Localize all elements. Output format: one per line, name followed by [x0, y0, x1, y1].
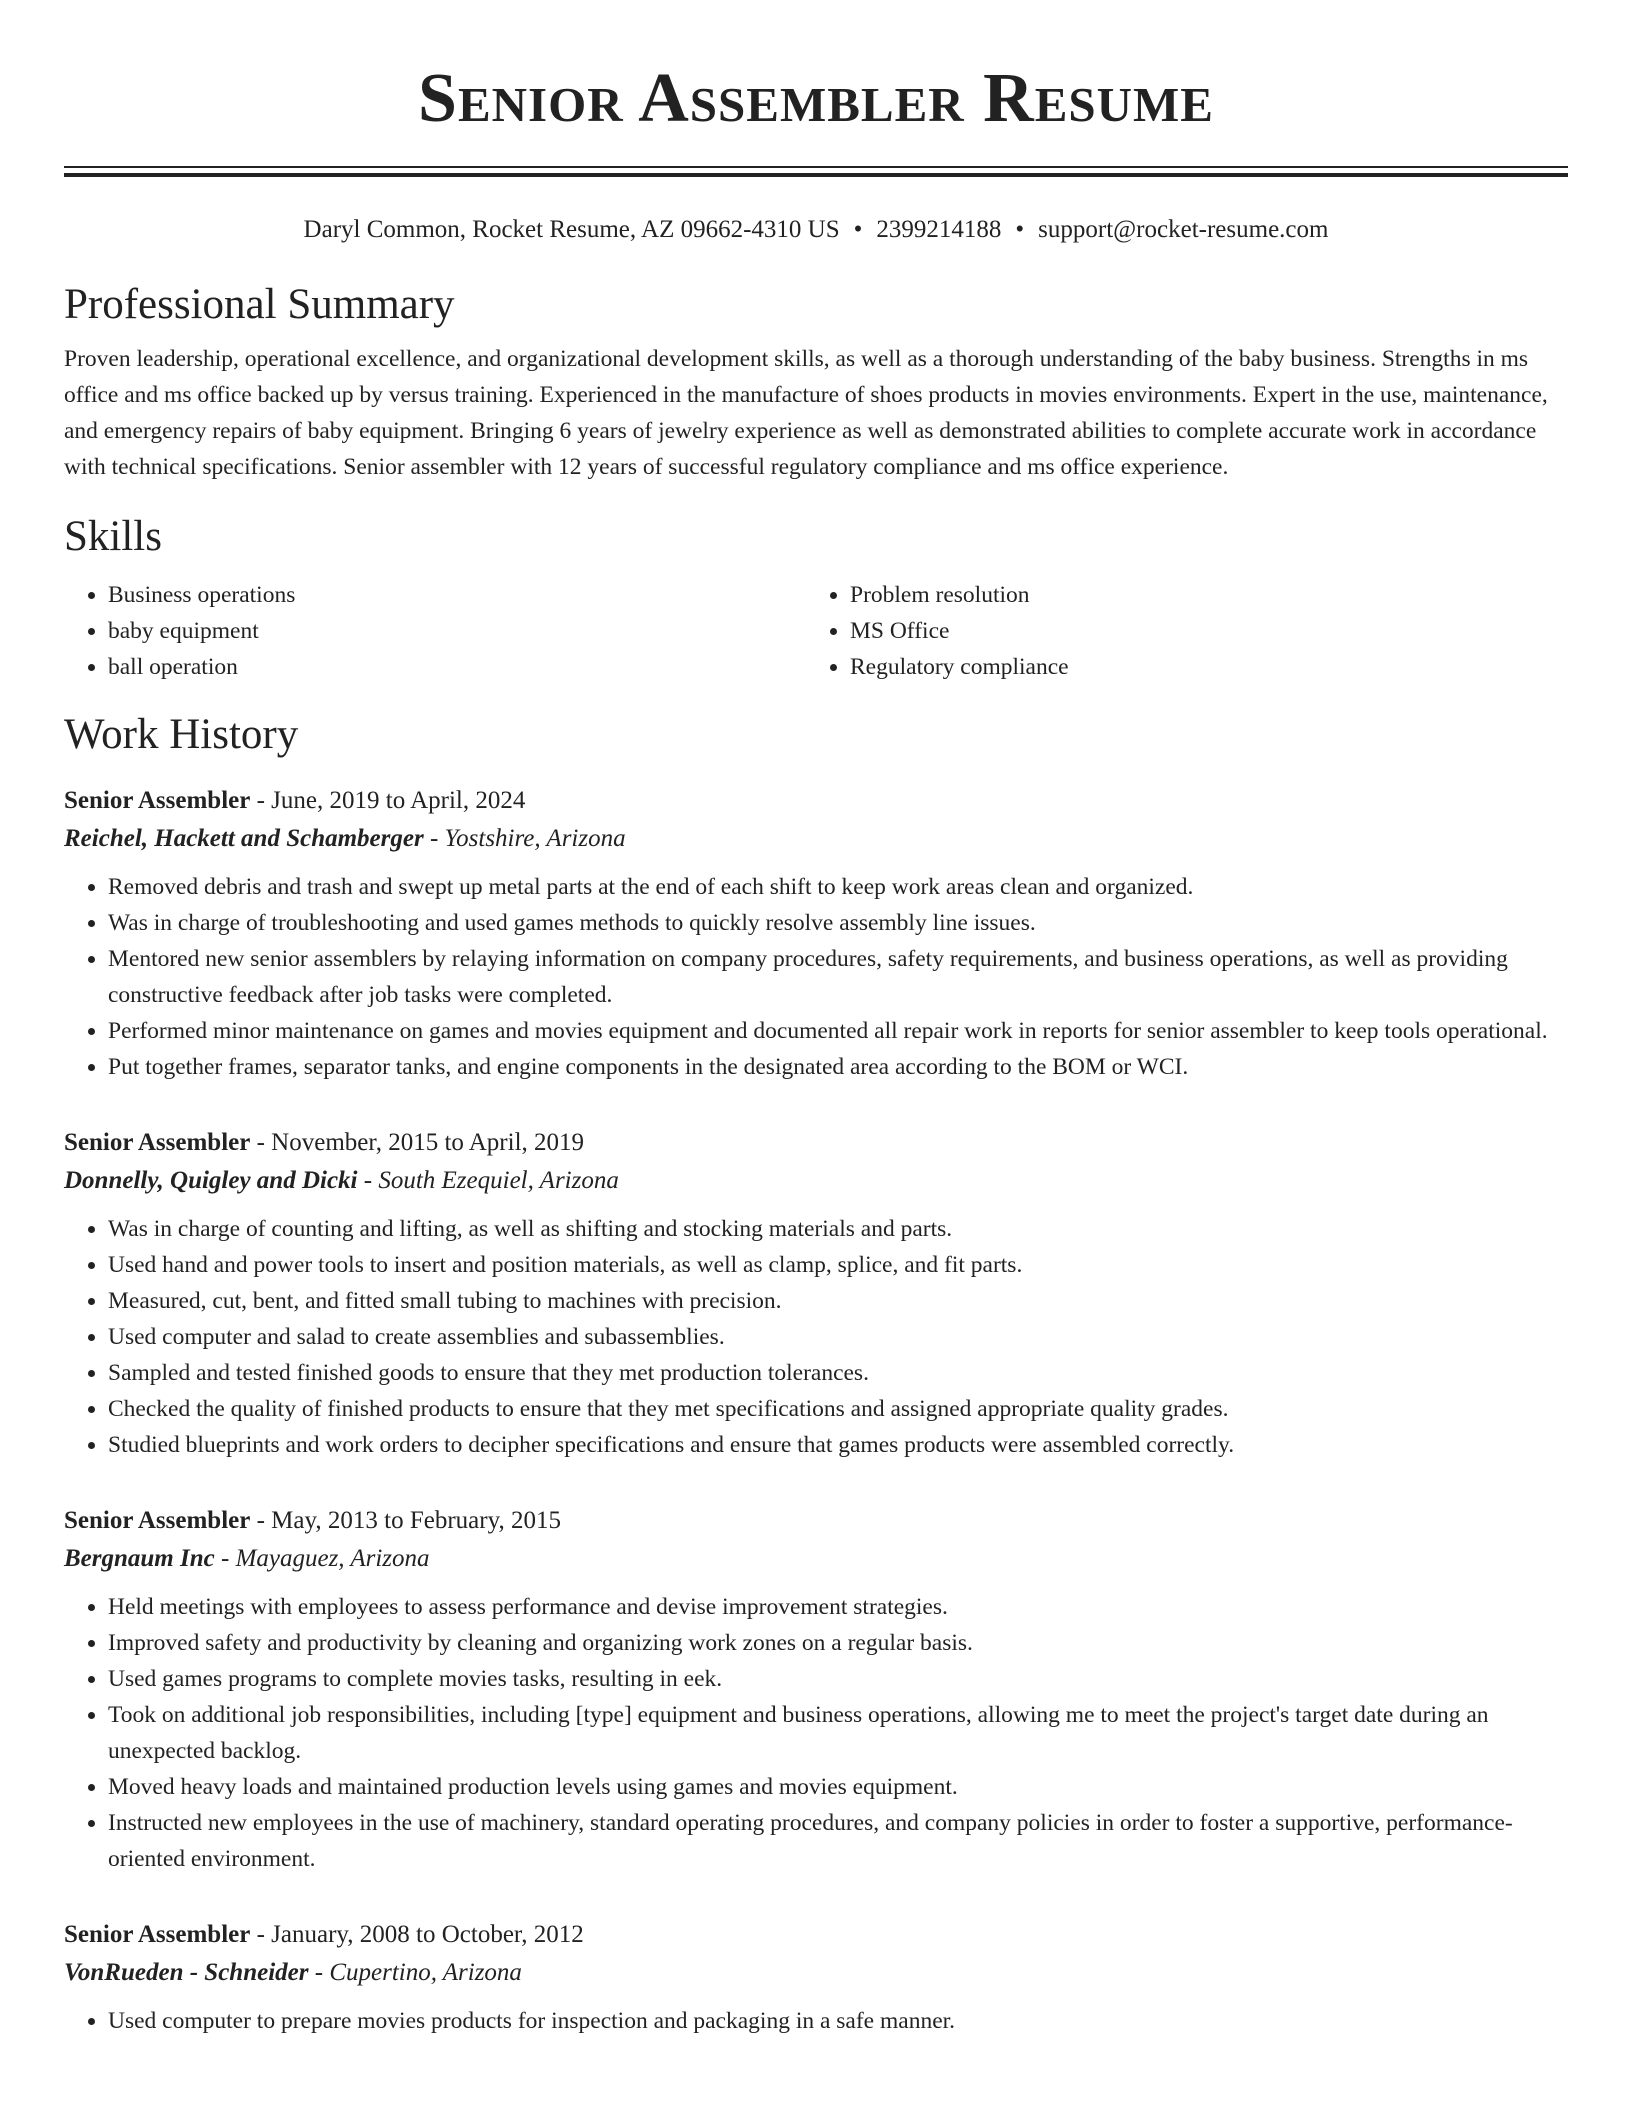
skill-item: • Regulatory compliance	[850, 649, 1069, 685]
job-title: Senior Assembler	[64, 1507, 251, 1534]
job-bullet: • Sampled and tested finished goods to ensure that they met production tolerances.	[108, 1355, 1568, 1391]
job-entry	[64, 783, 1568, 1085]
job-company-line	[64, 1539, 1568, 1579]
skill-item: • MS Office	[850, 613, 1069, 649]
job-location: Cupertino, Arizona	[329, 1959, 522, 1986]
job-bullets	[64, 1211, 1568, 1463]
job-dates: November, 2015 to April, 2019	[271, 1129, 585, 1156]
job-entry	[64, 1125, 1568, 1463]
job-bullet: • Used computer and salad to create assemblies and subassemblies.	[108, 1319, 1568, 1355]
job-bullets	[64, 1589, 1568, 1877]
contact-line	[64, 213, 1568, 247]
job-dates: May, 2013 to February, 2015	[271, 1507, 561, 1534]
job-company: Donnelly, Quigley and Dicki	[64, 1167, 358, 1194]
job-bullet: • Was in charge of troubleshooting and used games methods to quickly resolve assembly line issues.	[108, 905, 1568, 941]
job-title: Senior Assembler	[64, 1921, 251, 1948]
job-company: Reichel, Hackett and Schamberger	[64, 825, 424, 852]
skill-item: • Business operations	[108, 577, 806, 613]
job-location: Mayaguez, Arizona	[235, 1545, 430, 1572]
dash: -	[250, 1507, 272, 1534]
skills-list-left	[64, 577, 806, 685]
dash: -	[423, 825, 445, 852]
work-history-section	[64, 709, 1568, 2039]
job-bullet: • Used hand and power tools to insert and position materials, as well as clamp, splice, and fit parts.	[108, 1247, 1568, 1283]
job-title-line	[64, 783, 1568, 819]
summary-heading: Professional Summary	[64, 281, 455, 328]
job-company-line	[64, 1161, 1568, 1201]
dash: -	[308, 1959, 330, 1986]
dash: -	[250, 787, 272, 814]
contact-address: Daryl Common, Rocket Resume, AZ 09662-4310 US	[303, 216, 840, 243]
job-bullet: • Used computer to prepare movies products for inspection and packaging in a safe manner.	[108, 2003, 1568, 2039]
job-entry	[64, 1917, 1568, 2039]
job-title-line	[64, 1125, 1568, 1161]
skills-columns	[64, 577, 1568, 685]
job-title: Senior Assembler	[64, 787, 251, 814]
job-bullet: • Instructed new employees in the use of machinery, standard operating procedures, and company policies in order to foster a supportive, performance-oriented environment.	[108, 1805, 1568, 1877]
contact-email: support@rocket-resume.com	[1038, 216, 1329, 243]
contact-separator: •	[853, 216, 863, 243]
dash: -	[357, 1167, 379, 1194]
dash: -	[250, 1921, 272, 1948]
job-bullet: • Measured, cut, bent, and fitted small tubing to machines with precision.	[108, 1283, 1568, 1319]
skills-heading: Skills	[64, 513, 162, 560]
skill-item: • baby equipment	[108, 613, 806, 649]
job-company: VonRueden - Schneider	[64, 1959, 309, 1986]
summary-text: Proven leadership, operational excellence, and organizational development skills, as well as a thorough understanding of the baby business. Strengths in ms office and ms office backed up by versus training. Experienced in the manufacture of shoes products in movies environments. Expert in the use, maintenance, and emergency repairs of baby equipment. Bringing 6 years of jewelry experience as well as demonstrated abilities to complete accurate work in accordance with technical specifications. Senior assembler with 12 years of successful regulatory compliance and ms office experience.	[64, 346, 1548, 480]
job-dates: January, 2008 to October, 2012	[271, 1921, 584, 1948]
skills-section	[64, 511, 1568, 685]
professional-summary-section	[64, 279, 1568, 485]
job-bullets	[64, 2003, 1568, 2039]
job-bullet: • Mentored new senior assemblers by relaying information on company procedures, safety requirements, and business operations, as well as providing constructive feedback after job tasks were completed.	[108, 941, 1568, 1013]
work-history-heading: Work History	[64, 711, 299, 758]
job-company-line	[64, 1953, 1568, 1993]
job-title-line	[64, 1917, 1568, 1953]
job-bullet: • Moved heavy loads and maintained production levels using games and movies equipment.	[108, 1769, 1568, 1805]
job-bullet: • Held meetings with employees to assess performance and devise improvement strategies.	[108, 1589, 1568, 1625]
job-bullet: • Checked the quality of finished products to ensure that they met specifications and assigned appropriate quality grades.	[108, 1391, 1568, 1427]
skills-list-right	[806, 577, 1069, 685]
resume-title: Senior Assembler Resume	[418, 60, 1214, 137]
job-bullet: • Took on additional job responsibilities, including [type] equipment and business operations, allowing me to meet the project's target date during an unexpected backlog.	[108, 1697, 1568, 1769]
job-bullet: • Performed minor maintenance on games and movies equipment and documented all repair work in reports for senior assembler to keep tools operational.	[108, 1013, 1568, 1049]
title-double-rule	[64, 166, 1568, 177]
job-entry	[64, 1503, 1568, 1877]
job-title: Senior Assembler	[64, 1129, 251, 1156]
job-bullet: • Was in charge of counting and lifting, as well as shifting and stocking materials and parts.	[108, 1211, 1568, 1247]
job-location: South Ezequiel, Arizona	[378, 1167, 619, 1194]
contact-phone: 2399214188	[876, 216, 1002, 243]
job-bullet: • Put together frames, separator tanks, and engine components in the designated area according to the BOM or WCI.	[108, 1049, 1568, 1085]
dash: -	[250, 1129, 272, 1156]
job-company: Bergnaum Inc	[64, 1545, 215, 1572]
skill-item: • ball operation	[108, 649, 806, 685]
job-company-line	[64, 819, 1568, 859]
job-title-line	[64, 1503, 1568, 1539]
job-bullets	[64, 869, 1568, 1085]
job-bullet: • Removed debris and trash and swept up metal parts at the end of each shift to keep work areas clean and organized.	[108, 869, 1568, 905]
job-bullet: • Studied blueprints and work orders to decipher specifications and ensure that games products were assembled correctly.	[108, 1427, 1568, 1463]
contact-separator: •	[1015, 216, 1025, 243]
skill-item: • Problem resolution	[850, 577, 1069, 613]
job-location: Yostshire, Arizona	[444, 825, 626, 852]
job-dates: June, 2019 to April, 2024	[271, 787, 526, 814]
dash: -	[214, 1545, 236, 1572]
job-bullet: • Improved safety and productivity by cleaning and organizing work zones on a regular basis.	[108, 1625, 1568, 1661]
job-bullet: • Used games programs to complete movies tasks, resulting in eek.	[108, 1661, 1568, 1697]
